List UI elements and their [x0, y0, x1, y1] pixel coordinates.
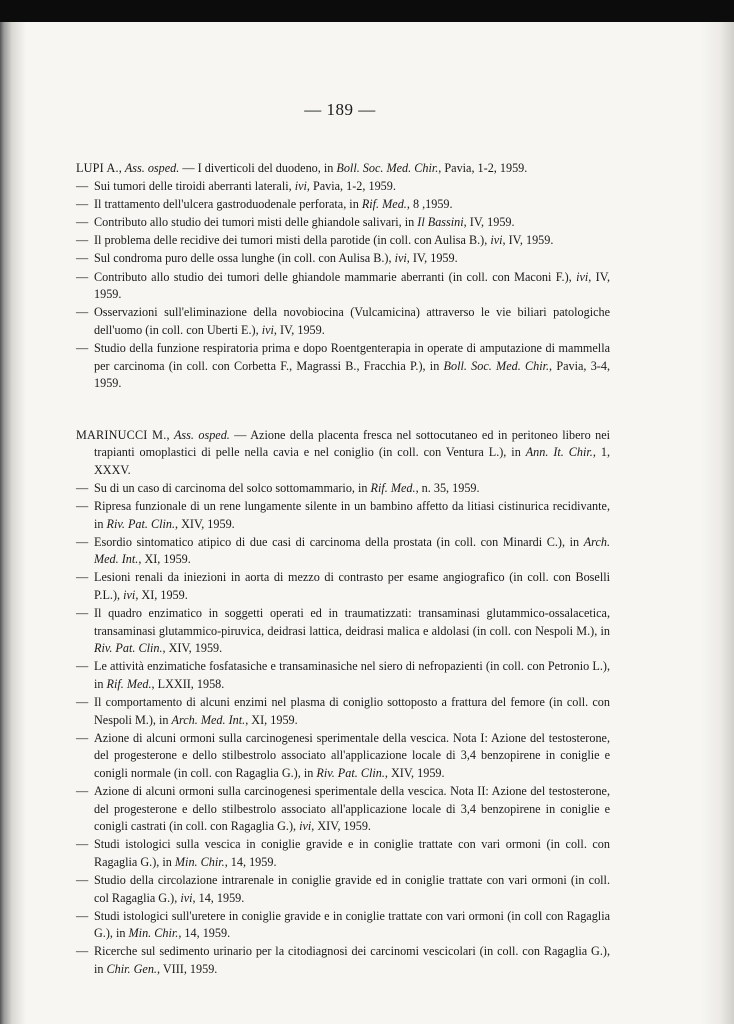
entry-dash: — [76, 908, 89, 923]
author-section [76, 160, 610, 393]
journal-title: ivi [261, 322, 274, 337]
journal-title: Chir. Gen. [106, 962, 157, 977]
journal-title: Rif. Med. [106, 677, 152, 692]
journal-title: Rif. Med. [361, 197, 407, 212]
bibliography-entry: — Studio della funzione respiratoria prima e dopo Roentgenterapia in operate di amputazione di mammella per carcinoma (in coll. con Corbetta F., Magrassi B., Fracchia P.), in Boll. Soc. Med. Chir., Pavia, 3-4, 1959. [76, 340, 611, 391]
journal-title: Riv. Pat. Clin. [94, 641, 163, 656]
bibliography-entry: — Studio della circolazione intrarenale in coniglie gravide ed in coniglie trattate con vari ormoni (in coll. col Ragaglia G.), ivi, 14, 1959. [76, 873, 610, 905]
journal-title: ivi [299, 819, 312, 834]
entry-dash: — [76, 481, 89, 495]
entry-dash: — [76, 251, 89, 266]
scan-right-edge [700, 22, 734, 1024]
bibliography-entry: — Contributo allo studio dei tumori misti delle ghiandole salivari, in Il Bassini, IV, 1959. [76, 214, 610, 232]
journal-title: ivi [490, 233, 503, 248]
journal-title: ivi [294, 179, 307, 194]
journal-title: Ann. It. Chir. [525, 445, 593, 460]
journal-title: Rif. Med. [370, 481, 416, 495]
bibliography-entry: — Il comportamento di alcuni enzimi nel plasma di coniglio sottoposto a frattura del femore (in coll. con Nespoli M.), in Arch. Med. Int., XI, 1959. [76, 695, 610, 727]
author-role: Ass. osped. [173, 427, 230, 442]
entry-dash: — [76, 784, 89, 799]
bibliography-entry: — Studi istologici sull'uretere in coniglie gravide e in coniglie trattate con vari ormoni (in coll con Ragaglia G.), in Min. Chir., 14, 1959. [76, 908, 610, 941]
journal-title: Boll. Soc. Med. Chir. [336, 161, 439, 175]
entry-dash: — [76, 606, 89, 621]
entry-dash: — [76, 179, 89, 194]
bibliography-entry: — Lesioni renali da iniezioni in aorta di mezzo di contrasto per esame angiografico (in coll. con Boselli P.L.), ivi, XI, 1959. [76, 570, 610, 603]
entry-dash: — [76, 534, 89, 549]
bibliography-entry-lead: LUPI A., Ass. osped. — I diverticoli del duodeno, in Boll. Soc. Med. Chir., Pavia, 1-2, 1959. [76, 161, 528, 175]
entry-dash: — [76, 570, 89, 585]
scan-top-band [0, 0, 734, 22]
bibliography-entry: — Sul condroma puro delle ossa lunghe (in coll. con Aulisa B.), ivi, IV, 1959. [76, 250, 610, 268]
bibliography-entry: — Sui tumori delle tiroidi aberranti laterali, ivi, Pavia, 1-2, 1959. [76, 178, 610, 196]
journal-title: Arch. Med. Int. [171, 712, 246, 727]
author-name: MARINUCCI M. [76, 427, 167, 442]
author-name: LUPI A. [76, 161, 119, 175]
entry-dash: — [76, 659, 89, 674]
journal-title: Arch. Med. Int. [94, 534, 610, 567]
bibliography-entry: — Esordio sintomatico atipico di due casi di carcinoma della prostata (in coll. con Minardi C.), in Arch. Med. Int., XI, 1959. [76, 534, 610, 567]
bibliography-entry: — Studi istologici sulla vescica in coniglie gravide e in coniglie trattate con vari ormoni (in coll. con Ragaglia G.), in Min. Chir., 14, 1959. [76, 837, 610, 869]
bibliography-entry: — Contributo allo studio dei tumori delle ghiandole mammarie aberranti (in coll. con Maconi F.), ivi, IV, 1959. [76, 269, 610, 302]
journal-title: ivi [394, 251, 407, 266]
bibliography-entry: — Le attività enzimatiche fosfatasiche e transaminasiche nel siero di nefropazienti (in coll. con Petronio L.), in Rif. Med., LXXII, 1958. [76, 659, 610, 692]
journal-title: ivi [576, 269, 589, 284]
scan-binding-edge [0, 22, 26, 1024]
bibliography-entry: — Ripresa funzionale di un rene lungamente silente in un bambino affetto da litiasi cistinurica recidivante, in Riv. Pat. Clin., XIV, 1959. [76, 499, 610, 531]
entry-dash: — [76, 873, 89, 888]
bibliography-entry: — Azione di alcuni ormoni sulla carcinogenesi sperimentale della vescica. Nota I: Azione del testosterone, del progesterone e dello stilbestrolo associato all'applicazione locale di 3,4 benzopirene in coniglie e conigli normale (in coll. con Ragaglia G.), in Riv. Pat. Clin., XIV, 1959. [76, 730, 610, 780]
author-section [76, 427, 610, 979]
bibliography-entry: — Il problema delle recidive dei tumori misti della parotide (in coll. con Aulisa B.), ivi, IV, 1959. [76, 232, 610, 250]
journal-title: Min. Chir. [128, 926, 179, 941]
bibliography-entry: — Su di un caso di carcinoma del solco sottomammario, in Rif. Med., n. 35, 1959. [76, 480, 610, 498]
bibliography-entry: — Ricerche sul sedimento urinario per la citodiagnosi dei carcinomi vescicolari (in coll. con Ragaglia G.), in Chir. Gen., VIII, 1959. [76, 944, 610, 977]
entry-dash: — [76, 305, 89, 320]
bibliography-entry: — Il quadro enzimatico in soggetti operati ed in traumatizzati: transaminasi glutammico-ossalacetica, transaminasi glutammico-piruvica, deidrasi lattica, deidrasi malica e aldolasi (in coll. con Nespoli M.), in Riv. Pat. Clin., XIV, 1959. [76, 606, 610, 656]
bibliography-entry: — Azione di alcuni ormoni sulla carcinogenesi sperimentale della vescica. Nota II: Azione del testosterone, del progesterone e dello stilbestrolo associato all'applicazione locale di 3,4 benzopirene in coniglie e conigli castrati (in coll. con Ragaglia G.), ivi, XIV, 1959. [76, 784, 610, 834]
entry-dash: — [76, 233, 89, 248]
entry-dash: — [76, 499, 89, 514]
page-number: — 189 — [304, 100, 376, 119]
entry-dash: — [76, 944, 89, 959]
journal-title: Il Bassini [417, 215, 464, 230]
entry-dash: — [76, 215, 89, 230]
journal-title: Min. Chir. [174, 854, 225, 869]
bibliography [76, 160, 610, 979]
bibliography-entry: — Il trattamento dell'ulcera gastroduodenale perforata, in Rif. Med., 8 ,1959. [76, 196, 610, 214]
entry-dash: — [76, 340, 89, 355]
entry-dash: — [76, 269, 89, 284]
bibliography-entry: — Osservazioni sull'eliminazione della novobiocina (Vulcamicina) attraverso le vie biliari patologiche dell'uomo (in coll. con Uberti E.), ivi, IV, 1959. [76, 305, 610, 337]
entry-dash: — [76, 730, 89, 745]
bibliography-entry-lead: MARINUCCI M., Ass. osped. — Azione della placenta fresca nel sottocutaneo ed in peritoneo libero nei trapianti omoplastici di pelle nella cavia e nel coniglio (in coll. con Ventura L.), in Ann. It. Chir., 1, XXXV. [76, 427, 610, 477]
journal-title: Riv. Pat. Clin. [106, 516, 176, 531]
journal-title: ivi [123, 588, 136, 603]
entry-dash: — [76, 197, 89, 212]
author-role: Ass. osped. [124, 161, 180, 175]
journal-title: ivi [180, 890, 193, 905]
journal-title: Boll. Soc. Med. Chir. [443, 358, 550, 373]
entry-dash: — [76, 695, 89, 710]
entry-dash: — [76, 837, 89, 852]
journal-title: Riv. Pat. Clin. [316, 766, 385, 780]
